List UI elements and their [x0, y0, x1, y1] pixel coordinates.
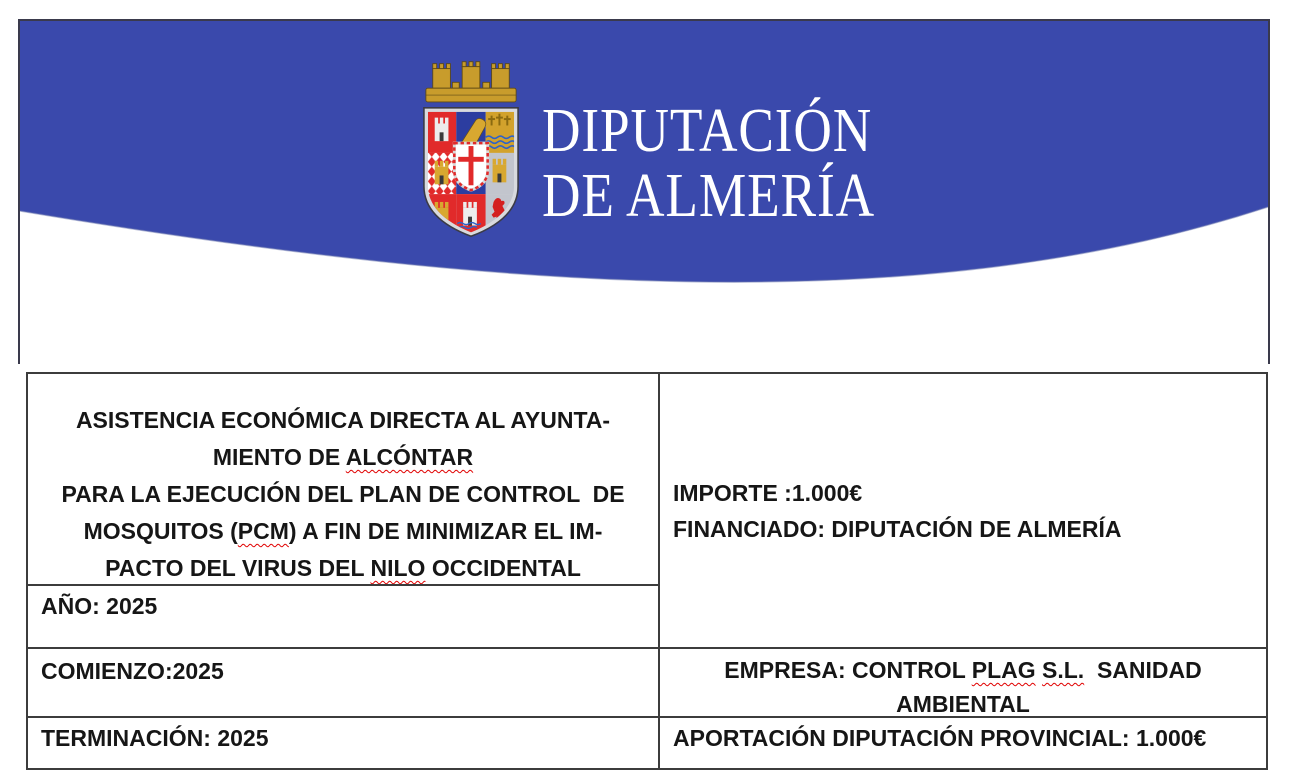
project-title-line1: ASISTENCIA ECONÓMICA DIRECTA AL AYUNTA- [75, 407, 611, 433]
org-name-line2: DE ALMERÍA [542, 162, 875, 230]
comienzo-cell [28, 647, 658, 716]
terminacion-value: TERMINACIÓN: 2025 [41, 725, 269, 751]
aportacion-cell [658, 716, 1266, 768]
empresa-line1: EMPRESA: CONTROL PLAG S.L. SANIDAD [724, 657, 1202, 683]
header-banner [18, 19, 1270, 364]
misspelled-word-alcontar: ALCÓNTAR [345, 444, 474, 470]
project-title-line4: MOSQUITOS (PCM) A FIN DE MINIMIZAR EL IM- [83, 518, 603, 544]
misspelled-word-plag: PLAG [971, 657, 1036, 683]
misspelled-word-nilo: NILO [370, 555, 426, 581]
importe-cell [658, 374, 1266, 647]
empresa-cell [658, 647, 1266, 716]
anio-cell [28, 584, 658, 647]
aportacion-value: APORTACIÓN DIPUTACIÓN PROVINCIAL: 1.000€ [673, 725, 1207, 751]
importe-value: IMPORTE :1.000€ [673, 479, 863, 506]
project-title-line3: PARA LA EJECUCIÓN DEL PLAN DE CONTROL DE [61, 481, 625, 507]
project-title-line5: PACTO DEL VIRUS DEL NILO OCCIDENTAL [105, 555, 581, 581]
misspelled-word-pcm: PCM [237, 518, 289, 544]
financiado-value: FINANCIADO: DIPUTACIÓN DE ALMERÍA [673, 515, 1122, 542]
anio-value: AÑO: 2025 [41, 593, 158, 619]
org-name [542, 99, 875, 229]
misspelled-word-sl: S.L. [1042, 657, 1085, 683]
terminacion-cell [28, 716, 658, 768]
empresa-line2: AMBIENTAL [896, 691, 1030, 716]
comienzo-value: COMIENZO:2025 [41, 658, 224, 684]
project-info-table [26, 372, 1268, 770]
coat-of-arms-icon [420, 58, 522, 240]
project-title-line2: MIENTO DE ALCÓNTAR [212, 444, 474, 470]
project-title-cell [28, 374, 658, 584]
org-name-line1: DIPUTACIÓN [542, 97, 873, 165]
